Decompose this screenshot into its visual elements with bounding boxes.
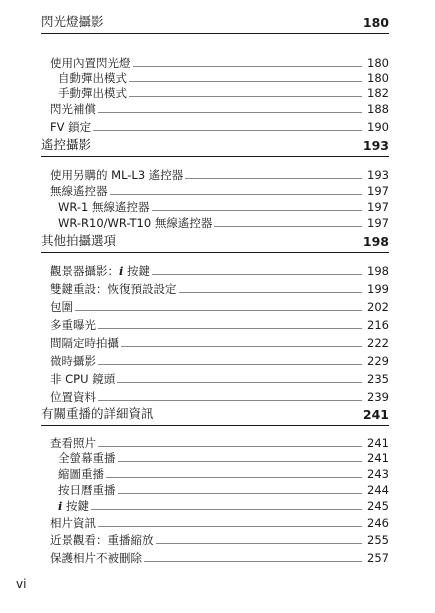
section-title: 有關重播的詳細資訊 [41, 406, 154, 421]
toc-entry-page: 229 [367, 354, 389, 368]
toc-subentry[interactable] [58, 198, 389, 214]
toc-entry-page: 180 [367, 56, 389, 70]
toc-entry-title: 近景觀看：重播縮放 [50, 533, 154, 547]
toc-subentry[interactable] [58, 69, 389, 85]
toc-subentry[interactable] [58, 214, 389, 230]
section-page-number: 180 [362, 15, 389, 30]
toc-entry[interactable] [50, 352, 389, 368]
toc-entry-page: 216 [367, 318, 389, 332]
toc-entry[interactable] [50, 370, 389, 386]
toc-entry-title: 觀景器攝影：i 按鍵 [50, 264, 151, 278]
toc-entry-title: 微時攝影 [50, 354, 96, 368]
toc-subentry[interactable] [58, 481, 389, 497]
toc-entry-title: 按日曆重播 [58, 483, 116, 497]
toc-entry-page: 241 [367, 436, 389, 450]
info-button-icon: i [58, 499, 63, 513]
toc-entry-title: 非 CPU 鏡頭 [50, 372, 116, 386]
toc-subentry[interactable] [58, 449, 389, 465]
toc-entry-page: 243 [367, 467, 389, 481]
toc-entry-title: 包圍 [50, 300, 73, 314]
toc-entry-title: WR-R10/WR-T10 無線遙控器 [58, 216, 213, 230]
toc-entry-page: 235 [367, 372, 389, 386]
toc-entry[interactable] [50, 434, 389, 450]
dot-leader [152, 274, 362, 275]
toc-entry[interactable] [50, 100, 389, 116]
toc-entry-title: 多重曝光 [50, 318, 96, 332]
dot-leader [98, 446, 362, 447]
toc-entry[interactable] [50, 388, 389, 404]
toc-entry-page: 197 [367, 216, 389, 230]
toc-entry-page: 222 [367, 336, 389, 350]
section-heading[interactable] [41, 232, 389, 253]
toc-entry-page: 241 [367, 451, 389, 465]
dot-leader [156, 543, 363, 544]
toc-entry-title: i 按鍵 [58, 499, 90, 513]
toc-entry-title: 使用內置閃光燈 [50, 56, 131, 70]
dot-leader [75, 310, 362, 311]
toc-entry-page: 246 [367, 516, 389, 530]
toc-entry-page: 257 [367, 551, 389, 565]
dot-leader [98, 112, 362, 113]
info-button-icon: i [119, 264, 124, 278]
toc-entry-page: 255 [367, 533, 389, 547]
section-heading[interactable] [41, 136, 389, 157]
toc-entry-page: 197 [367, 184, 389, 198]
section-page-number: 198 [362, 234, 389, 249]
section-title: 其他拍攝選項 [41, 233, 117, 248]
dot-leader [185, 178, 362, 179]
toc-entry-title: 縮圖重播 [58, 467, 104, 481]
toc-entry-page: 190 [367, 120, 389, 134]
toc-entry[interactable] [50, 334, 389, 350]
toc-entry-page: 180 [367, 71, 389, 85]
dot-leader [133, 66, 363, 67]
toc-entry-title: 使用另購的 ML-L3 遙控器 [50, 168, 184, 182]
section-heading[interactable] [41, 405, 389, 426]
dot-leader [129, 96, 362, 97]
toc-entry-title: 間隔定時拍攝 [50, 336, 119, 350]
toc-entry[interactable] [50, 182, 389, 198]
toc-entry-title: 相片資訊 [50, 516, 96, 530]
toc-entry[interactable] [50, 316, 389, 332]
page-folio: vi [16, 577, 27, 591]
toc-entry[interactable] [50, 531, 389, 547]
toc-entry-page: 245 [367, 499, 389, 513]
dot-leader [129, 81, 362, 82]
toc-entry-page: 182 [367, 86, 389, 100]
toc-entry-page: 239 [367, 390, 389, 404]
dot-leader [117, 382, 362, 383]
toc-entry-page: 199 [367, 282, 389, 296]
toc-entry[interactable] [50, 280, 389, 296]
toc-entry-page: 202 [367, 300, 389, 314]
section-title: 閃光燈攝影 [41, 14, 104, 29]
toc-entry-title: 閃光補償 [50, 102, 96, 116]
toc-entry-title: 手動彈出模式 [58, 86, 127, 100]
dot-leader [121, 346, 362, 347]
toc-entry-title: WR-1 無線遙控器 [58, 200, 150, 214]
toc-entry-title: 全螢幕重播 [58, 451, 116, 465]
toc-entry-page: 244 [367, 483, 389, 497]
toc-entry[interactable] [50, 298, 389, 314]
dot-leader [91, 509, 362, 510]
section-title: 遙控攝影 [41, 137, 92, 152]
toc-entry-title: FV 鎖定 [50, 120, 92, 134]
dot-leader [110, 194, 363, 195]
toc-entry[interactable] [50, 262, 389, 278]
toc-entry-title: 雙鍵重設：恢復預設設定 [50, 282, 177, 296]
dot-leader [106, 477, 362, 478]
dot-leader [214, 226, 362, 227]
toc-subentry[interactable] [58, 497, 389, 513]
toc-entry-title: 查看照片 [50, 436, 96, 450]
toc-entry[interactable] [50, 549, 389, 565]
toc-entry-title: 無線遙控器 [50, 184, 108, 198]
toc-entry-title: 位置資料 [50, 390, 96, 404]
toc-entry[interactable] [50, 54, 389, 70]
dot-leader [118, 461, 363, 462]
dot-leader [152, 210, 362, 211]
toc-entry-title: 保護相片不被刪除 [50, 551, 142, 565]
toc-subentry[interactable] [58, 84, 389, 100]
dot-leader [144, 561, 362, 562]
toc-entry-page: 197 [367, 200, 389, 214]
section-page-number: 241 [362, 407, 389, 422]
toc-entry-page: 198 [367, 264, 389, 278]
toc-subentry[interactable] [58, 465, 389, 481]
dot-leader [98, 364, 362, 365]
toc-entry[interactable] [50, 166, 389, 182]
section-heading[interactable] [41, 13, 389, 34]
toc-entry-title: 自動彈出模式 [58, 71, 127, 85]
dot-leader [98, 526, 362, 527]
dot-leader [93, 130, 362, 131]
toc-entry-page: 193 [367, 168, 389, 182]
dot-leader [98, 400, 362, 401]
toc-entry[interactable] [50, 118, 389, 134]
dot-leader [98, 328, 362, 329]
section-page-number: 193 [362, 138, 389, 153]
dot-leader [118, 493, 363, 494]
dot-leader [179, 292, 363, 293]
toc-entry-page: 188 [367, 102, 389, 116]
toc-entry[interactable] [50, 514, 389, 530]
